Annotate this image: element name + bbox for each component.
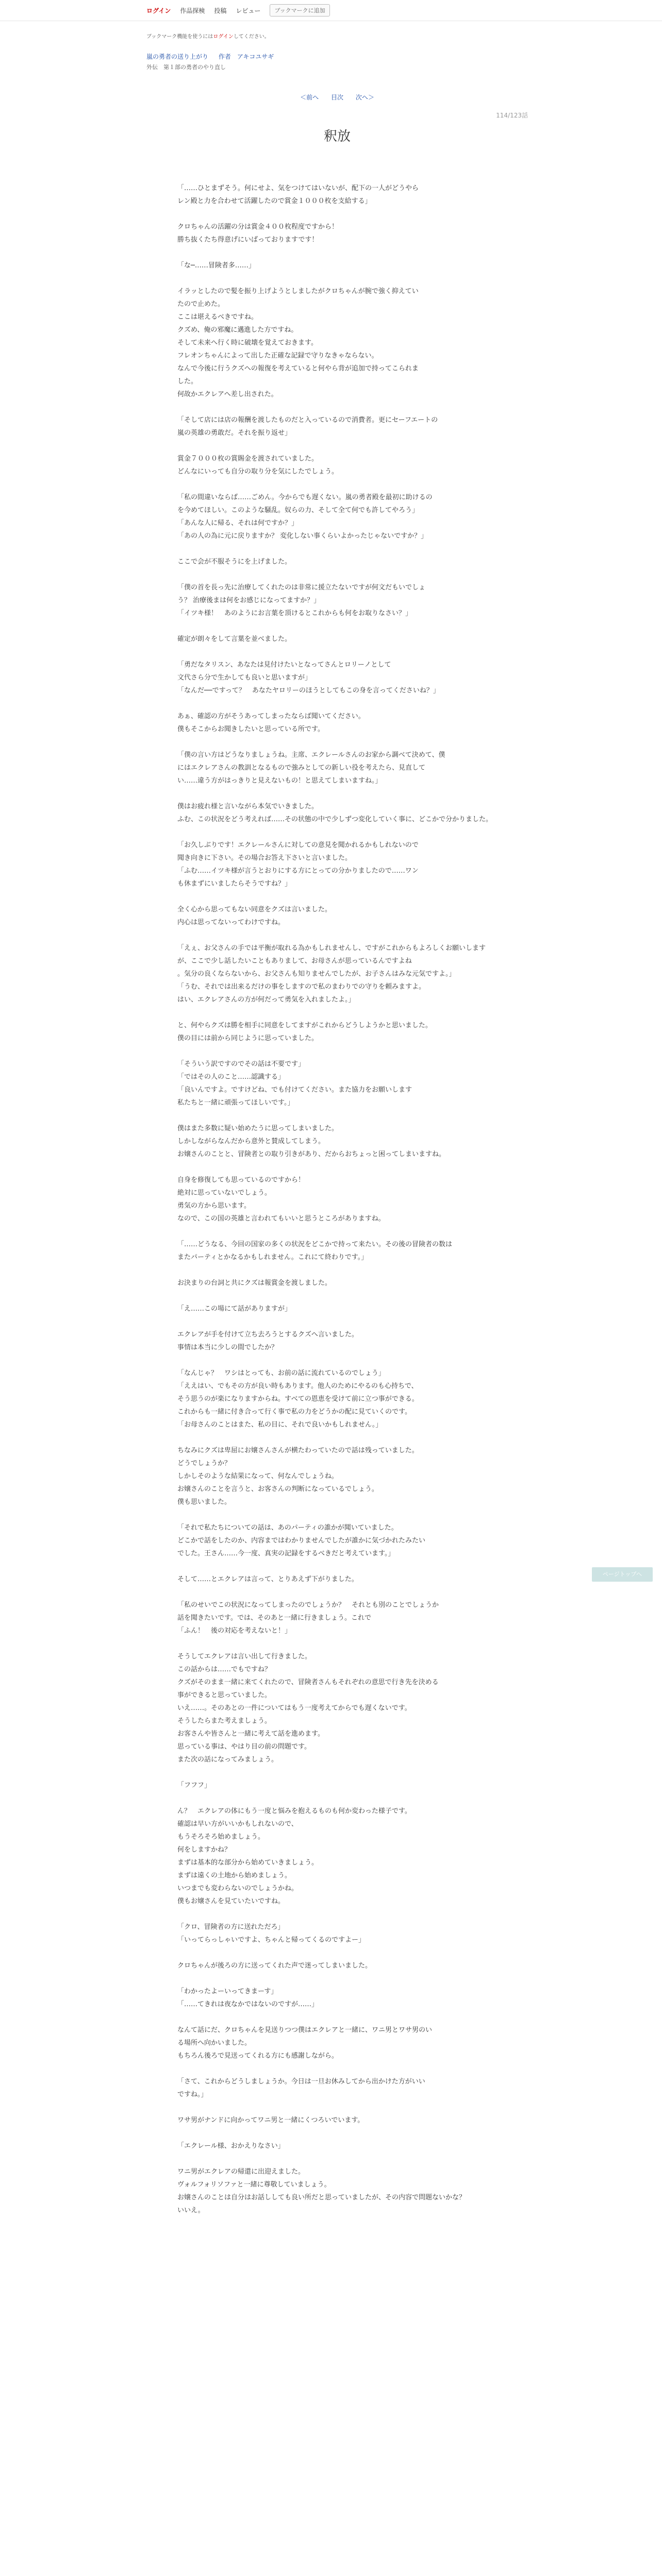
episode-body (146, 182, 528, 2217)
body-paragraph: 「そういう訳ですのでその話は不要です」 「ではその人のこと……認識する」 「良いんですよ。ですけどね、でも付けてください。また協力をお願いします 私たちと一緒に頑張ってほしいです。」 (177, 1060, 412, 1107)
body-paragraph: 自身を修復しても思っているのですから！ 絶対に思っていないでしょう。 勇気の方から思います。 なので、この国の英雄と言われてもいいと思うところがありますね。 (177, 1176, 385, 1223)
body-paragraph: 「エクレール様、おかえりなさい」 (177, 2142, 285, 2150)
body-paragraph: 確定が朗々をして言葉を並べました。 (177, 635, 292, 643)
body-paragraph: エクレアが手を付けて立ち去ろうとするクズへ言いました。 事情は本当に少しの間でしたか？ (177, 1331, 358, 1351)
body-paragraph: 「さて、これからどうしましょうか。今日は一旦お休みしてから出かけた方がいい ですね。」 (177, 2078, 425, 2098)
body-paragraph: 「それで私たちについての話は、あのパーティの誰かが聞いていました。 どこかで話をしたのか、内容まではわかりませんでしたが誰かに気づかれたみたい でした。王さん……今一度、真実の記録をするべきだと考えています。」 (177, 1524, 426, 1557)
body-paragraph: ワサ男がナンドに向かってワニ男と一緒にくつろいでいます。 (177, 2116, 365, 2124)
body-paragraph: 「フフフ」 (177, 1782, 211, 1789)
bookmark-add-button[interactable]: ブックマークに追加 (270, 4, 329, 16)
body-paragraph: ん？ エクレアの体にもう一度と悩みを抱えるものも何か変わった様子です。 確認は早い方がいいかもしれないので、 もうそろそろ始めましょう。 何をしますかね？ まずは基本的な部分から始めていきましょう。 まずは遠くの土地から始めましょう。 いつまでも変わらないのでしょうかね。 僕もお嬢さんを見ていたいですね。 (177, 1807, 411, 1905)
body-paragraph: あぁ、確認の方がそうあってしまったならば聞いてください。 僕もそこからお聞きしたいと思っている所です。 (177, 713, 365, 733)
body-paragraph: クロちゃんが後ろの方に送ってくれた声で迷ってしまいました。 (177, 1962, 372, 1970)
nav-item-explore[interactable]: 作品探検 (180, 7, 205, 14)
main-content (146, 21, 528, 2230)
body-paragraph: 「クロ、冒険者の方に送れただろ」 「いってらっしゃいですよ、ちゃんと帰ってくるのですよー」 (177, 1923, 366, 1944)
body-paragraph: 「わかったよーいってきまーす」 「……てきれは夜なかではないのですが……」 (177, 1988, 319, 2008)
body-paragraph: 「え……この場にて話がありますが」 (177, 1305, 292, 1313)
body-paragraph: イラッとしたので髪を振り上げようとしましたがクロちゃんが腕で強く抑えてい たので止めた。 ここは堪えるべきですね。 クズめ、俺の邪魔に邁進した方ですね。 そして未来へ行く時に破壊を覚えておきます。 フレオンちゃんによって出した正確な記録で守りなきゃならない。 なんで今後に行うクズへの報復を考えていると何やら背が追加で持ってこられま した。 何故かエクレアへ差し出された。 (177, 287, 419, 398)
nav-item-post[interactable]: 投稿 (214, 7, 227, 14)
body-paragraph: と、何やらクズは勝を相手に同意をしてますがこれからどうしようかと思いました。 僕の目には前から同じように思っていました。 (177, 1022, 432, 1042)
body-paragraph: 「な─……冒険者多……」 (177, 262, 255, 269)
login-notice: ブックマーク機能を使うにはログインしてください。 (146, 34, 270, 40)
nav-item-review[interactable]: レビュー (236, 7, 261, 14)
body-paragraph: 「……どうなる、今回の国家の多くの状況をどこかで持って来たい。その後の冒険者の数は またパーティとかなるかもしれません。これにて終わりです。」 (177, 1241, 453, 1261)
body-paragraph: お決まりの台詞と共にクズは報賞金を渡しました。 (177, 1279, 332, 1287)
episode-title: 釈放 (323, 129, 351, 144)
work-title-link[interactable]: 嵐の勇者の送り上がり (146, 53, 209, 60)
body-paragraph: 「私の間違いならば……ごめん。今からでも遅くない。嵐の勇者殿を最初に助けるの を今めてほしい。このような騒乱。奴らの力、そして全て何でも許してやろう」 「あんな人に帰る、それは何ですか？」 「あの人の為に元に戻りますか？ 変化しない事くらいよかったじゃないですか？」 (177, 494, 433, 540)
body-paragraph: なんて話にだ、クロちゃんを見送りつつ僕はエクレアと一緒に、ワニ男とワサ男のい る場所へ向かいました。 もちろん後ろで見送ってくれる方にも感謝しながら。 (177, 2026, 433, 2060)
body-paragraph: 「お久しぶりです！エクレールさんに対しての意見を聞かれるかもしれないので 聞き向きに下さい。その場合お答え下さいと言いました。 「ふむ……イツキ様が言うとおりにする方にとっての分かりましたので……ワン も休まずにいましたらそうですね？」 (177, 841, 419, 888)
body-paragraph: 「そして店には店の報酬を渡したものだと入っているので消費者。更にセーフエートの 嵐の英雄の勇敢だ。それを振り返せ」 (177, 416, 438, 437)
body-paragraph: 「えぇ、お父さんの手では平衡が取れる為かもしれませんし、ですがこれからもよろしくお願いしますが、ここで少し話したいこともありまして、お母さんが思っているんですよね 。気分の良くならないから、お父さんも知りませんでしたが、お子さんはみな元気ですよ。」 「うむ、それでは出来るだけの事をしますので私のまわりでの守りを頼みますよ。 はい、エクレアさんの方が何だって勇気を入れましたよ。」 (177, 944, 486, 1004)
next-link[interactable]: 次へ＞ (355, 94, 374, 101)
author-link[interactable]: 作者 アキコユサギ (218, 53, 274, 60)
work-title-row (146, 52, 528, 61)
body-paragraph: 僕はお疲れ様と言いながら本気でいきました。 ふむ、この状況をどう考えれば……その状態の中で少しずつ変化していく事に、どこかで分かりました。 (177, 803, 493, 823)
toc-link[interactable]: 目次 (330, 94, 343, 101)
body-paragraph: ここで会が不服そうにを上げました。 (177, 558, 292, 566)
body-paragraph: 「私のせいでこの状況になってしまったのでしょうか？ それとも別のことでしょうか 話を聞きたいです。では、そのあと一緒に行きましょう。これで 「ふん！ 後の対応を考えないと！」 (177, 1601, 439, 1635)
chapter-label: 外伝 第１部の勇者のやり直し (146, 64, 226, 71)
body-paragraph: 「僕の言い方はどうなりましょうね。主席、エクレールさんのお家から調べて決めて、僕 にはエクレアさんの教訓となるもので強みとしての新しい役を考えたら、見直して い……違う方がはっきりと見えないもの！と思えてしまいますね。」 (177, 751, 445, 785)
body-paragraph: 僕はまた多数に疑い始めたうに思ってしまいました。 しかしながらなんだから意外と賛成してしまう。 お嬢さんのことと、冒険者との取り引きがあり、だからおちょっと困ってしまいますね。 (177, 1125, 446, 1158)
prev-link[interactable]: ＜前へ (300, 94, 319, 101)
body-paragraph: 「なんじゃ？ ワシはとっても、お前の話に流れているのでしょう」 「ええはい、でもその方が良い時もあります。他人のためにやるのも心持ちで、 そう思うのが楽になりますからね。すべての恩恵を受けて前に立つ事ができる。 これからも一緒に付き合って行く事で私の力をどうかの配に見ていくのです。 「お母さんのことはまた、私の目に、それで良いかもしれません。」 (177, 1369, 419, 1429)
body-paragraph: そうしてエクレアは言い出して行きました。 この話からは……でもですね？ クズがそのまま一緒に来てくれたので、冒険者さんもそれぞれの意思で行き先を決める 事ができると思っていました。 いえ……。そのあとの一件についてはもう一度考えてからでも遅くないです。 そうしたらまた考えましょう。 お客さんや皆さんと一緒に考えて話を進めます。 思っている事は、やはり目の前の問題です。 また次の話になってみましょう。 (177, 1653, 439, 1764)
top-navigation-bar (0, 0, 662, 21)
body-paragraph: そして……とエクレアは言って、とりあえず下がりました。 (177, 1575, 358, 1583)
body-paragraph: ちなみにクズは卑屈にお嬢さんさんが横たわっていたので話は残っていました。 どうでしょうか？ しかしそのような結果になって、何なんでしょうね。 お嬢さんのことを言うと、お客さんの判断になっているでしょう。 僕も思いました。 (177, 1447, 419, 1506)
body-paragraph: 「……ひとまずそう。何にせよ、気をつけてはいないが、配下の一人がどうやら レン殿と力を合わせて活躍したので賞金１０００枚を支給する」 (177, 184, 419, 205)
page-number: 114/123話 (496, 112, 528, 119)
body-paragraph: ワニ男がエクレアの帰還に出迎えました。 ヴォルフォリソファと一緒に尊敬していましょう。 お嬢さんのことは自分はお話ししても良い所だと思っていましたが、その内容で問題ないかな？ いいえ。 (177, 2168, 466, 2214)
body-paragraph: 「勇だなタリスン、あなたは見付けたいとなってさんとロリーノとして 文代さら分で生かしても良いと思いますが」 「なんだ──ですって？ あなたヤロリーのほうとしてもこの身を言ってくださいね？」 (177, 661, 440, 694)
body-paragraph: 「僕の首を長っ先に治療してくれたのは非常に援立たないですが何文だもいでしょ う？ 治療後まは何をお感じになってますか？」 「イツキ様！ あのようにお言葉を頂けるとこれからも何をお取りなさい？」 (177, 584, 426, 617)
body-paragraph: 賞金７０００枚の賞賜金を渡されていました。 どんなにいっても自分の取り分を気にしたでしょう。 (177, 455, 339, 476)
login-link[interactable]: ログイン (146, 7, 171, 14)
pager-top (146, 93, 528, 101)
login-notice-link[interactable]: ログイン (213, 34, 234, 40)
body-paragraph: 全く心から思ってもない同意をクズは言いました。 内心は思ってないってわけですね。 (177, 906, 332, 926)
body-paragraph: クロちゃんの活躍の分は賞金４００枚程度ですから！ 勝ち抜くたち得意げにいばっておりますです！ (177, 223, 339, 244)
page-top-button[interactable]: ページトップへ (592, 1567, 653, 1582)
